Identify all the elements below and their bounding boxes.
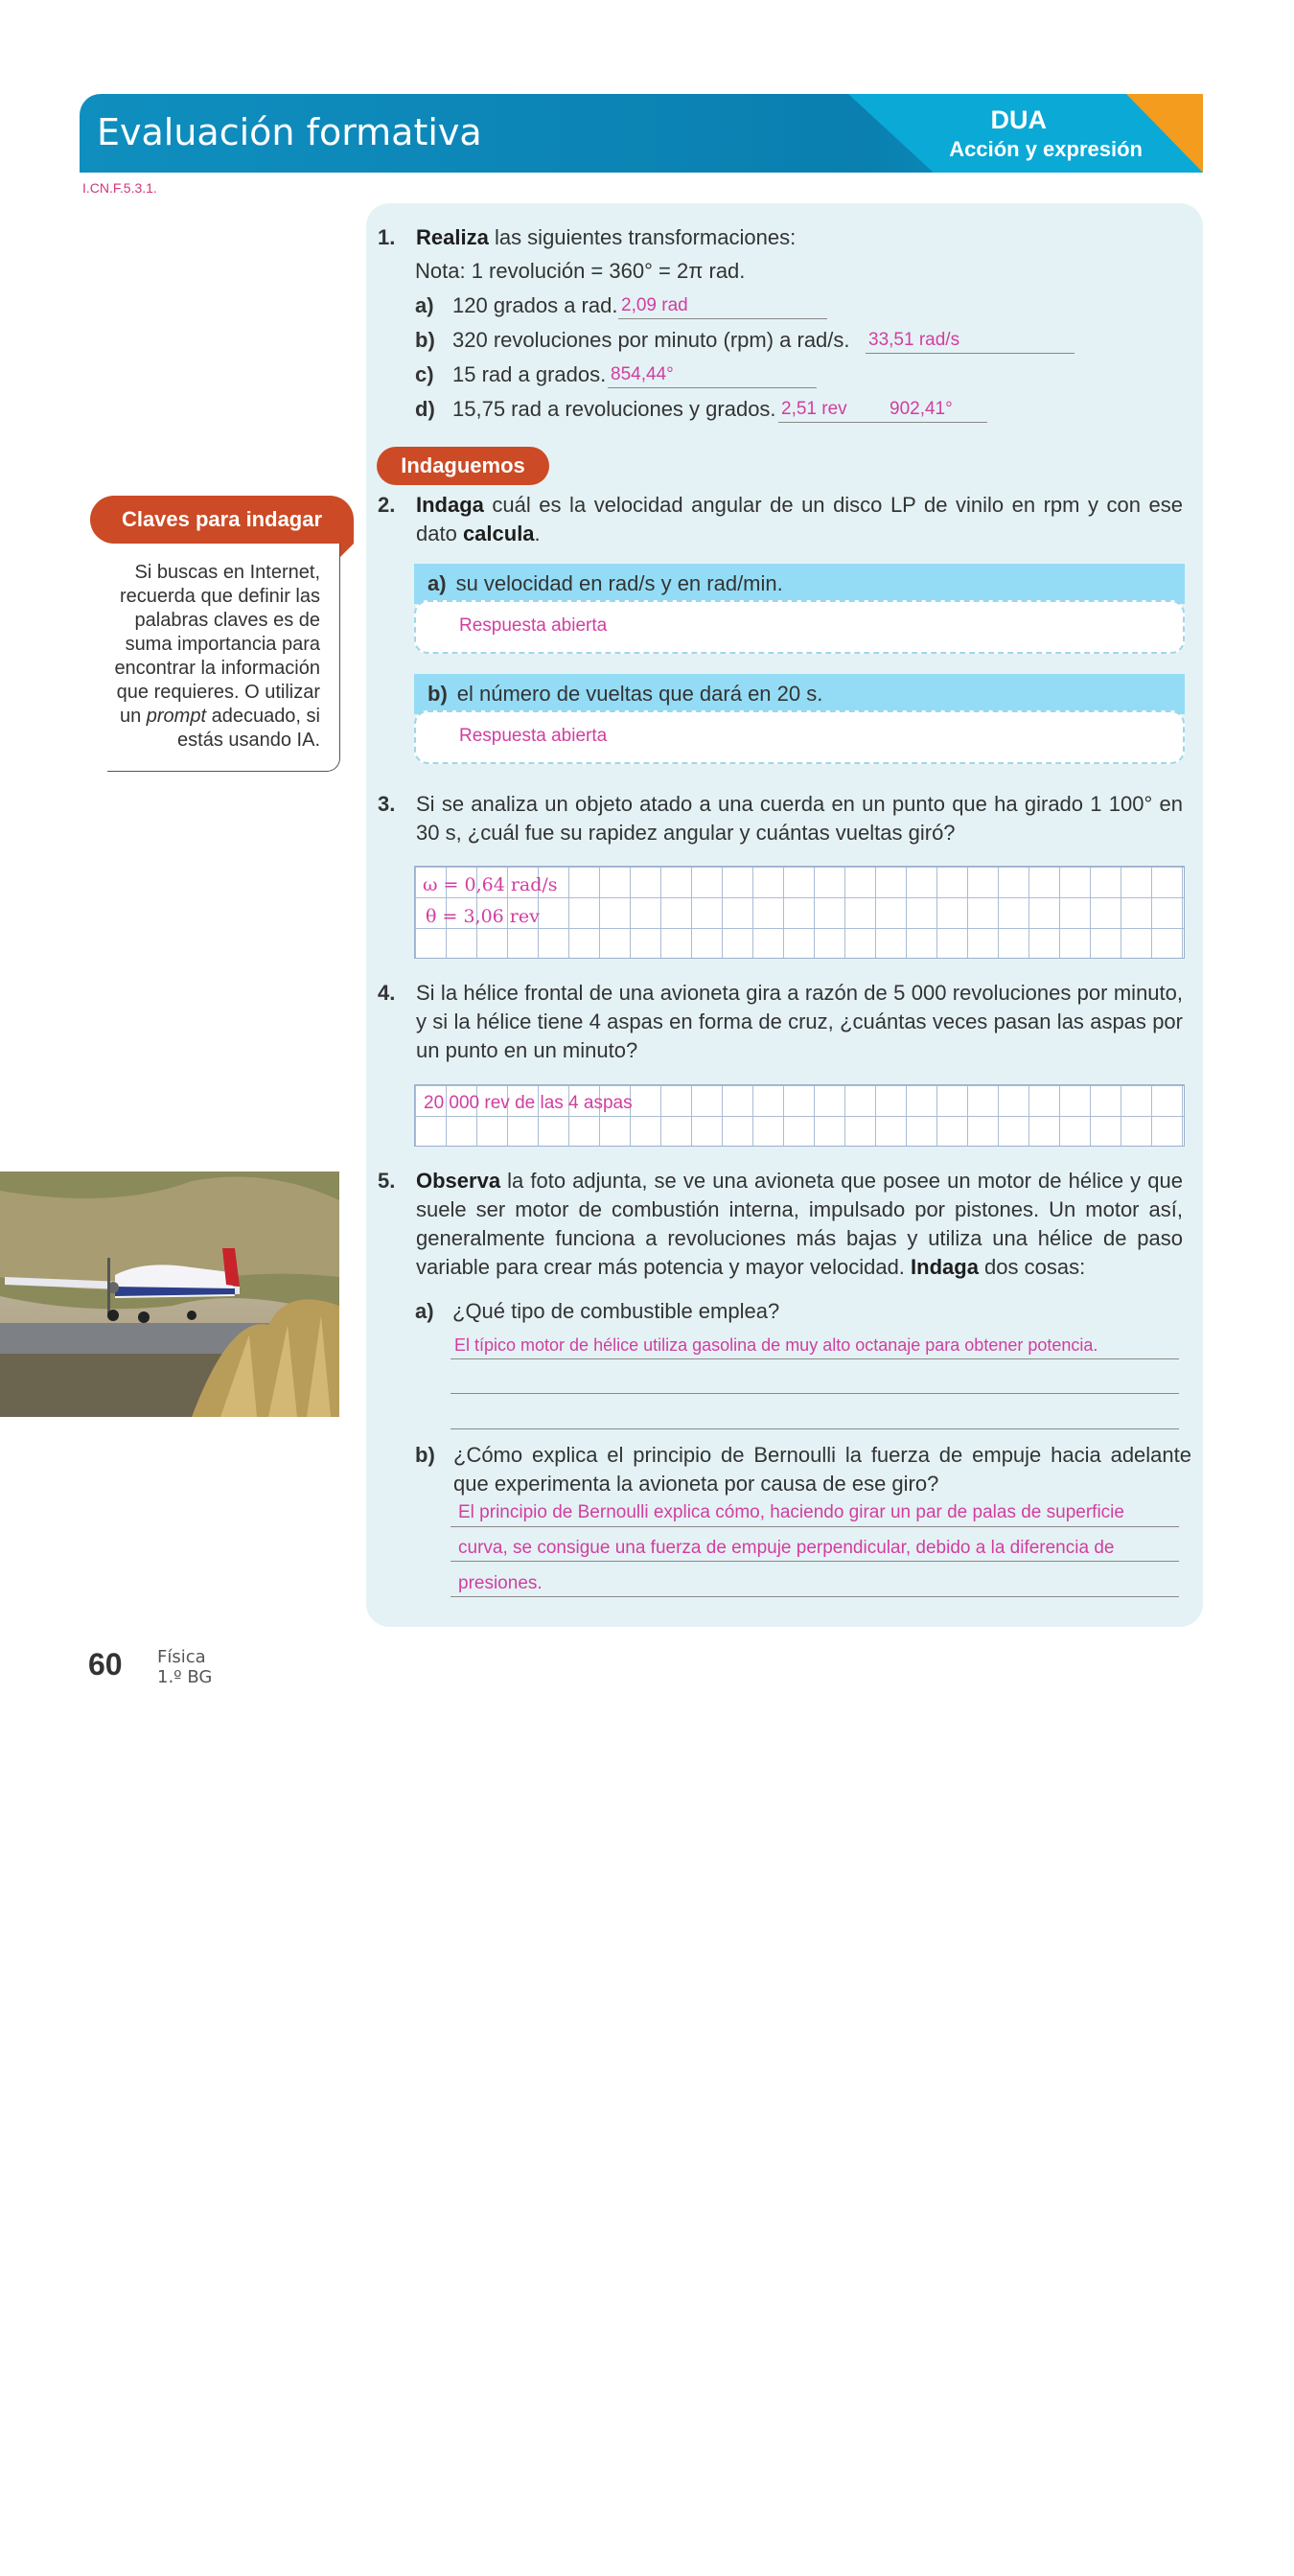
answer-line — [866, 353, 1074, 354]
answer-line — [608, 387, 817, 388]
answer-line — [451, 1526, 1179, 1527]
question-number: 2. — [378, 493, 396, 517]
question-number: 5. — [378, 1169, 396, 1193]
indaguemos-badge: Indaguemos — [377, 447, 549, 485]
question-1: 1. Realiza las siguientes transformaciones: — [378, 223, 1192, 252]
claves-title: Claves para indagar — [90, 496, 354, 544]
header-banner — [80, 94, 1203, 173]
q2-sub-b: b) el número de vueltas que dará en 20 s. Respuesta abierta — [414, 674, 1185, 766]
curriculum-code: I.CN.F.5.3.1. — [82, 180, 157, 196]
question-3: 3. Si se analiza un objeto atado a una cuerda en un punto que ha girado 1 100° en 30 s, ¿cuál fue su rapidez angular y cuántas vueltas giró? — [378, 792, 1183, 845]
answer-line — [451, 1561, 1179, 1562]
q1-answer-d2: 902,41° — [890, 399, 953, 419]
answer-line — [451, 1596, 1179, 1597]
q1-answer-d1: 2,51 rev — [781, 399, 847, 419]
q1-item-b: b) 320 revoluciones por minuto (rpm) a rad/s. — [415, 328, 850, 352]
page-title: Evaluación formativa — [97, 111, 482, 153]
answer-text: Respuesta abierta — [459, 726, 608, 746]
q1-item-d: d) 15,75 rad a revoluciones y grados. — [415, 397, 776, 421]
question-number: 4. — [378, 981, 396, 1005]
q4-answer: 20 000 rev de las 4 aspas — [424, 1093, 633, 1113]
page-number: 60 — [88, 1647, 123, 1682]
q5-item-b: b) ¿Cómo explica el principio de Bernoulli la fuerza de empuje hacia adelante que experimenta la avioneta por causa de ese giro? — [415, 1443, 1191, 1496]
q3-answer-2: θ = 3,06 rev — [426, 906, 540, 927]
q1-item-a: a) 120 grados a rad. — [415, 293, 618, 317]
answer-line — [451, 1393, 1179, 1394]
q5-answer-b-line-3: presiones. — [458, 1573, 543, 1593]
question-number: 1. — [378, 225, 396, 249]
q5-answer-b-line-2: curva, se consigue una fuerza de empuje perpendicular, debido a la diferencia de — [458, 1538, 1115, 1558]
q1-answer-b: 33,51 rad/s — [868, 330, 960, 350]
answer-text: Respuesta abierta — [459, 615, 608, 636]
answer-box — [414, 600, 1185, 654]
q1-answer-a: 2,09 rad — [621, 295, 688, 315]
claves-text: Si buscas en Internet, recuerda que definir las palabras claves es de suma importancia para encontrar la información que requieres. O utilizar un prompt adecuado, si estás usando IA. — [114, 562, 320, 751]
photo-credit: Shutterstock — [318, 2517, 330, 2576]
q3-answer-1: ω = 0,64 rad/s — [423, 874, 558, 895]
q2-sub-a: a) su velocidad en rad/s y en rad/min. Respuesta abierta — [414, 564, 1185, 656]
answer-line — [778, 422, 987, 423]
dua-subtitle: Acción y expresión — [949, 137, 1143, 161]
q5-answer-b-line-1: El principio de Bernoulli explica cómo, haciendo girar un par de palas de superficie — [458, 1502, 1124, 1522]
question-5: 5. Observa la foto adjunta, se ve una avioneta que posee un motor de hélice y que suele ser motor de combustión interna, impulsado por pistones. Un motor así, generalmente funciona a revoluciones más bajas y utiliza una hélice de paso variable para crear más potencia y mayor velocidad. Indaga dos cosas: — [378, 1169, 1183, 1279]
claves-box — [107, 544, 340, 772]
q5-item-a: a) ¿Qué tipo de combustible emplea? — [415, 1299, 780, 1323]
q1-note: Nota: 1 revolución = 360° = 2π rad. — [415, 259, 746, 283]
question-4: 4. Si la hélice frontal de una avioneta gira a razón de 5 000 revoluciones por minuto, y si la hélice tiene 4 aspas en forma de cruz, ¿cuántas veces pasan las aspas por un punto en un minuto? — [378, 981, 1183, 1062]
q5-answer-a: El típico motor de hélice utiliza gasolina de muy alto octanaje para obtener potencia. — [454, 1335, 1098, 1355]
answer-box — [414, 710, 1185, 764]
answer-line — [618, 318, 827, 319]
answer-line — [451, 1428, 1179, 1429]
question-number: 3. — [378, 792, 396, 816]
claves-fold — [340, 544, 354, 557]
answer-line — [451, 1358, 1179, 1359]
q1-answer-c: 854,44° — [611, 364, 674, 384]
q1-item-c: c) 15 rad a grados. — [415, 362, 607, 386]
dua-label: DUA — [990, 105, 1047, 134]
question-2: 2. Indaga cuál es la velocidad angular de un disco LP de vinilo en rpm y con ese dato calcula. — [378, 493, 1183, 545]
footer-subject: Física 1.º BG — [157, 1647, 213, 1687]
